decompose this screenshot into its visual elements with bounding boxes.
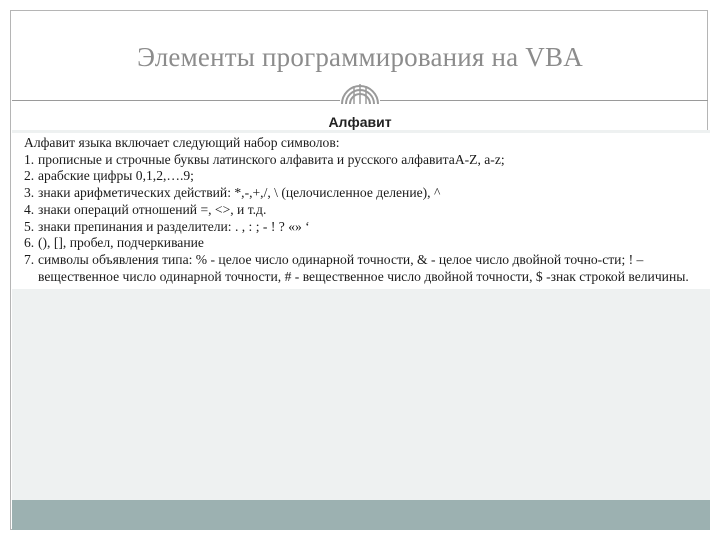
section-heading: Алфавит: [328, 114, 392, 130]
list-item-text: арабские цифры 0,1,2,….9;: [38, 168, 194, 184]
list-item: [24, 235, 706, 252]
arch-ornament-icon: [338, 78, 382, 106]
list-item-text: знаки операций отношений =, <>, и т.д.: [38, 201, 267, 217]
list-item-number: 6.: [24, 235, 35, 251]
list-item-number: 7.: [24, 251, 35, 267]
list-item-text: (), [], пробел, подчеркивание: [38, 235, 204, 251]
list-item-text: знаки арифметических действий: *,-,+,/, \ (целочисленное деление), ^: [38, 185, 441, 201]
list-item-text: символы объявления типа: % - целое число одинарной точности, & - целое число двойной точно-сти; ! –вещественное число одинарной точности, # - вещественное число двойной точности, $ -знак строкой величины.: [38, 251, 689, 284]
list-item: [24, 185, 706, 202]
list-item-text: знаки препинания и разделители: . , : ; - ! ? «» ‘: [38, 218, 310, 234]
list-item: [24, 252, 706, 285]
title-divider-right: [380, 100, 708, 101]
list-item-number: 2.: [24, 168, 35, 184]
alphabet-text-block: [12, 133, 712, 289]
list-item-number: 3.: [24, 185, 35, 201]
list-item: [24, 152, 706, 169]
title-divider-left: [12, 100, 340, 101]
list-item: [24, 202, 706, 219]
list-item-number: 4.: [24, 201, 35, 217]
intro-line: Алфавит языка включает следующий набор символов:: [24, 135, 340, 150]
list-item: [24, 219, 706, 236]
symbol-list: [24, 152, 706, 286]
list-item: [24, 168, 706, 185]
list-item-number: 1.: [24, 151, 35, 167]
list-item-text: прописные и строчные буквы латинского алфавита и русского алфавитаA-Z, a-z;: [38, 151, 505, 167]
slide-title: Элементы программирования на VBA: [137, 42, 583, 72]
list-item-number: 5.: [24, 218, 35, 234]
panel-bottom-band: [12, 500, 710, 530]
